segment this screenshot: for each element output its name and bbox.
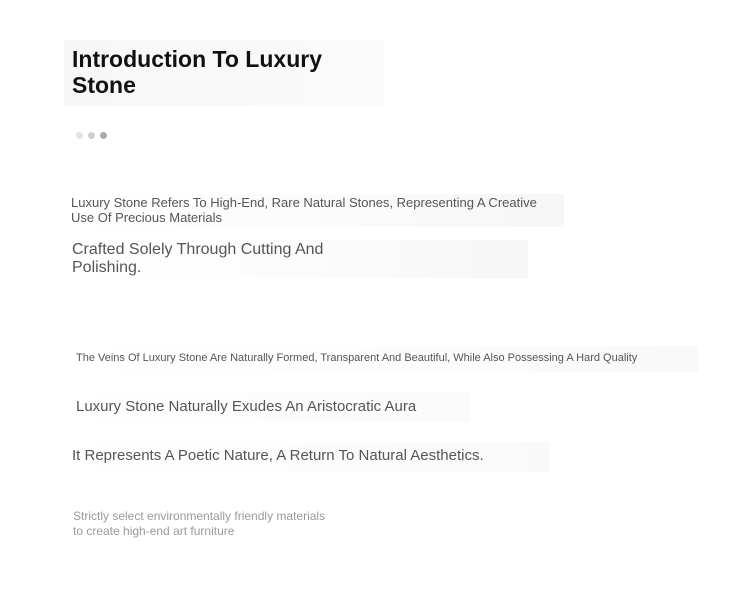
page-title: Introduction To Luxury Stone bbox=[72, 46, 322, 98]
poetic-panel bbox=[66, 442, 550, 472]
title-panel bbox=[64, 40, 384, 106]
intro-panel bbox=[66, 194, 564, 227]
pagination-dot-3[interactable] bbox=[100, 132, 107, 139]
crafted-panel bbox=[66, 240, 528, 278]
veins-panel bbox=[70, 346, 698, 372]
aura-panel bbox=[70, 392, 470, 422]
poetic-text: It Represents A Poetic Nature, A Return To Natural Aesthetics. bbox=[72, 447, 484, 464]
crafted-text: Crafted Solely Through Cutting And Polishing. bbox=[72, 241, 324, 276]
footer-note bbox=[73, 509, 353, 539]
pagination-dots bbox=[76, 131, 107, 139]
intro-text: Luxury Stone Refers To High-End, Rare Natural Stones, Representing A Creative Use Of Precious Materials bbox=[71, 195, 537, 225]
footer-note-line-1: Strictly select environmentally friendly materials bbox=[73, 509, 326, 523]
veins-text: The Veins Of Luxury Stone Are Naturally Formed, Transparent And Beautiful, While Also Possessing A Hard Quality bbox=[76, 352, 638, 364]
footer-note-line-2: to create high-end art furniture bbox=[73, 524, 235, 538]
aura-text: Luxury Stone Naturally Exudes An Aristocratic Aura bbox=[76, 398, 417, 415]
pagination-dot-2[interactable] bbox=[88, 132, 95, 139]
pagination-dot-1[interactable] bbox=[76, 132, 83, 139]
